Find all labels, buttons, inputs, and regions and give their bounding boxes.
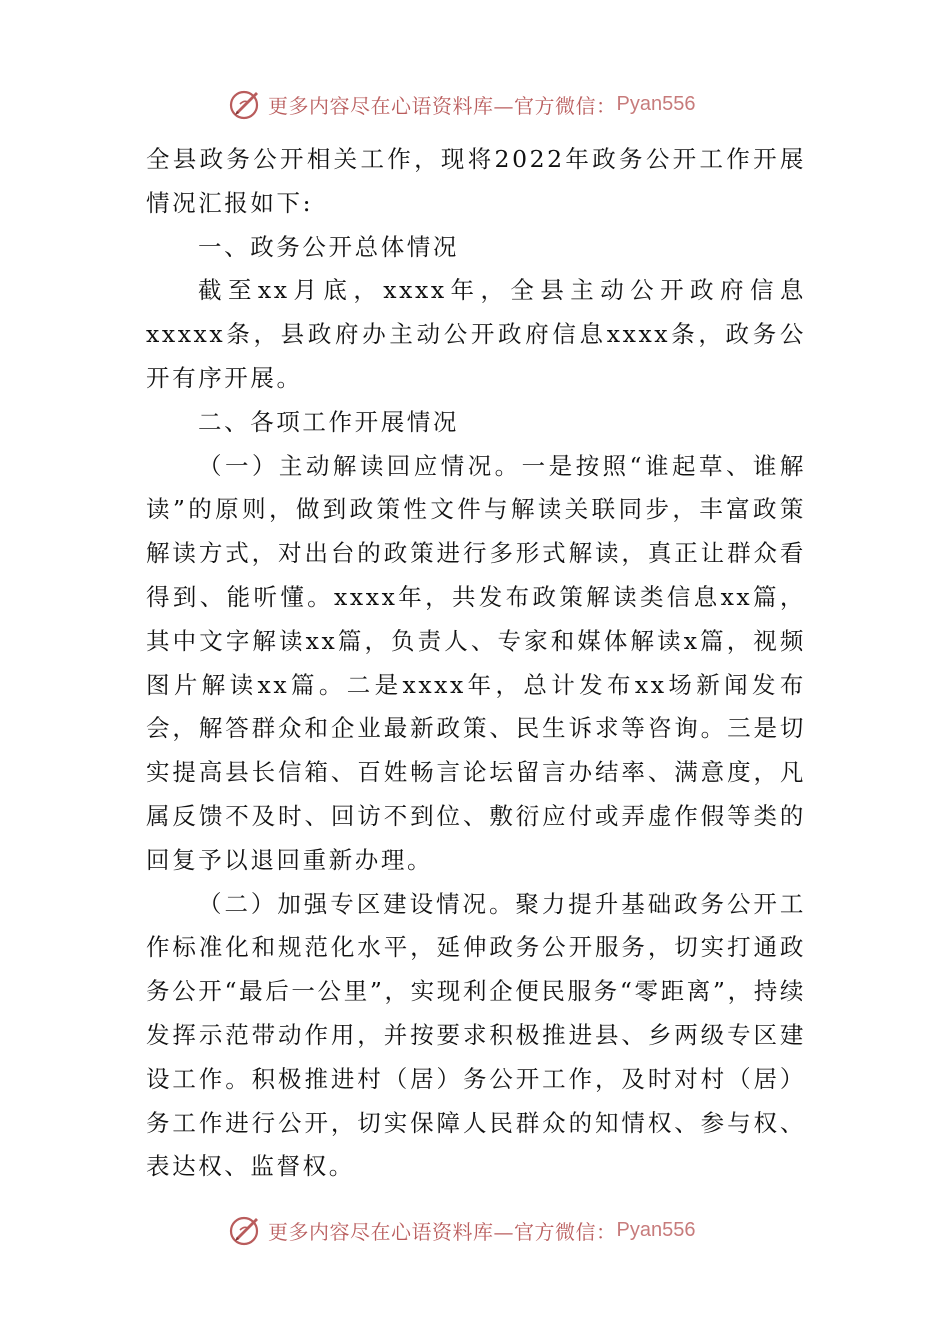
watermark-wechat-id: Pyan556 (616, 1218, 696, 1241)
watermark-footer (228, 1210, 695, 1250)
pen-logo-icon (228, 86, 264, 122)
pen-logo-icon (228, 1212, 264, 1248)
paragraph-overview: 截至xx月底，xxxx年，全县主动公开政府信息xxxxx条，县政府办主动公开政府信息xxxx条，政务公开有序开展。 (146, 276, 806, 392)
paragraph-intro: 全县政务公开相关工作，现将2022年政务公开工作开展情况汇报如下: (146, 145, 806, 217)
watermark-text: 更多内容尽在心语资料库—官方微信： (268, 93, 617, 118)
section-heading-work: 二、各项工作开展情况 (198, 407, 459, 436)
section-heading-overview: 一、政务公开总体情况 (198, 232, 459, 261)
paragraph-special-zone: （二）加强专区建设情况。聚力提升基础政务公开工作标准化和规范化水平，延伸政务公开服务，切实打通政务公开“最后一公里”，实现利企便民服务“零距离”，持续发挥示范带动作用，并按要求积极推进县、乡两级专区建设工作。积极推进村（居）务公开工作，及时对村（居）务工作进行公开，切实保障人民群众的知情权、参与权、表达权、监督权。 (146, 889, 806, 1181)
watermark-text: 更多内容尽在心语资料库—官方微信： (268, 1219, 617, 1244)
watermark-header (228, 84, 695, 124)
document-body (146, 138, 806, 1189)
watermark-wechat-id: Pyan556 (616, 92, 696, 115)
paragraph-interpretation: （一）主动解读回应情况。一是按照“谁起草、谁解读”的原则，做到政策性文件与解读关联同步，丰富政策解读方式，对出台的政策进行多形式解读，真正让群众看得到、能听懂。xxxx年，共发布政策解读类信息xx篇，其中文字解读xx篇，负责人、专家和媒体解读x篇，视频图片解读xx篇。二是xxxx年，总计发布xx场新闻发布会，解答群众和企业最新政策、民生诉求等咨询。三是切实提高县长信箱、百姓畅言论坛留言办结率、满意度，凡属反馈不及时、回访不到位、敷衍应付或弄虚作假等类的回复予以退回重新办理。 (146, 451, 806, 874)
